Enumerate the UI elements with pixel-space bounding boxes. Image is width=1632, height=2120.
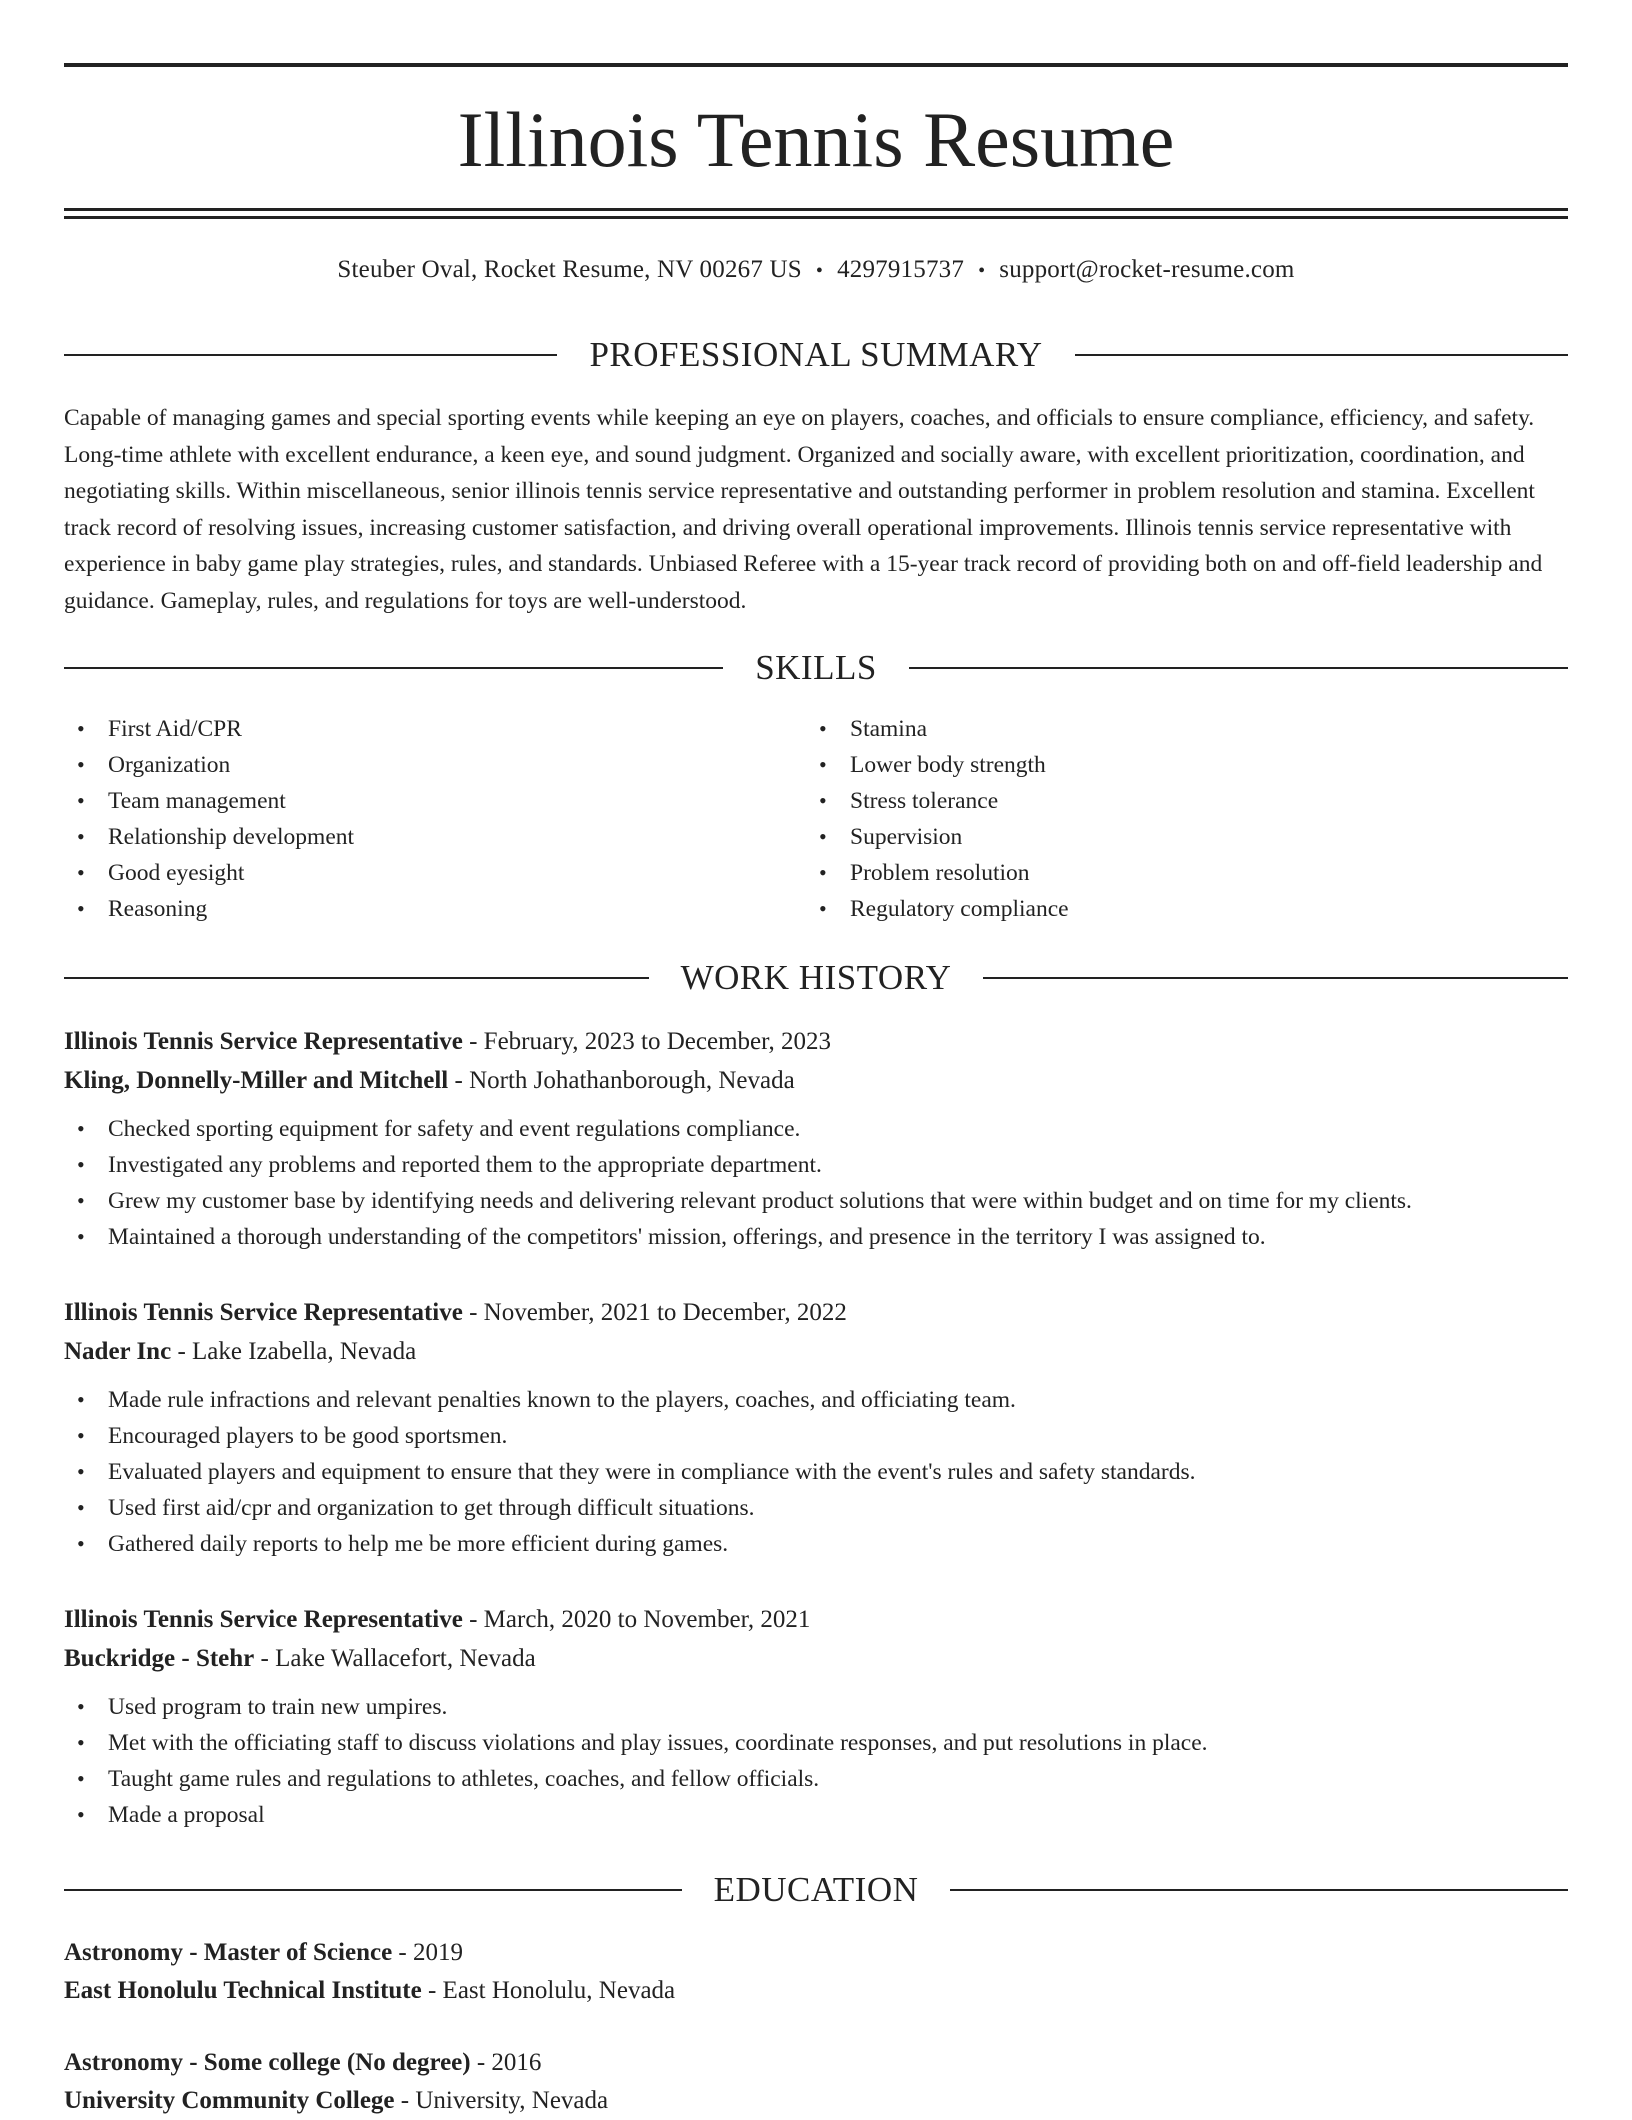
skill-item: • Stamina: [806, 711, 1546, 747]
job-title-line: [64, 1293, 1568, 1332]
job-bullets: [64, 1382, 1568, 1562]
section-title: WORK HISTORY: [680, 958, 952, 997]
heading-rule: [909, 667, 1568, 669]
contact-separator: •: [978, 260, 986, 282]
skill-item: • First Aid/CPR: [64, 711, 804, 747]
job-title-line: [64, 1600, 1568, 1639]
skill-item: • Problem resolution: [806, 855, 1546, 891]
job-location: - Lake Izabella, Nevada: [171, 1338, 417, 1365]
job-company: Buckridge - Stehr: [64, 1645, 255, 1672]
contact-line: [64, 253, 1568, 288]
job-bullet: • Met with the officiating staff to discuss violations and play issues, coordinate responses, and put resolutions in place.: [64, 1725, 1568, 1761]
contact-separator: •: [815, 260, 824, 282]
job-bullets: [64, 1689, 1568, 1833]
job-entry: [64, 1293, 1568, 1562]
edu-location: - East Honolulu, Nevada: [421, 1977, 676, 2004]
job-title: Illinois Tennis Service Representative: [64, 1606, 463, 1633]
job-bullet: • Made a proposal: [64, 1797, 1568, 1833]
contact-address: Steuber Oval, Rocket Resume, NV 00267 US: [337, 256, 802, 283]
job-bullet: • Made rule infractions and relevant penalties known to the players, coaches, and officiating team.: [64, 1382, 1568, 1418]
skill-item: • Organization: [64, 747, 804, 783]
heading-rule: [983, 977, 1568, 979]
job-location: - Lake Wallacefort, Nevada: [254, 1645, 536, 1672]
edu-school: East Honolulu Technical Institute: [64, 1977, 422, 2004]
job-location: - North Johathanborough, Nevada: [448, 1067, 795, 1094]
job-bullet: • Used program to train new umpires.: [64, 1689, 1568, 1725]
section-heading-summary: [64, 333, 1568, 377]
edu-degree: Astronomy - Some college (No degree): [64, 2049, 471, 2076]
job-title-line: [64, 1022, 1568, 1061]
job-company-line: [64, 1332, 1568, 1371]
edu-year: - 2016: [470, 2049, 542, 2076]
job-bullet: • Checked sporting equipment for safety and event regulations compliance.: [64, 1111, 1568, 1147]
section-title: SKILLS: [755, 648, 877, 687]
job-title: Illinois Tennis Service Representative: [64, 1028, 463, 1055]
job-dates: - February, 2023 to December, 2023: [462, 1028, 831, 1055]
skill-item: • Team management: [64, 783, 804, 819]
skill-item: • Relationship development: [64, 819, 804, 855]
job-bullet: • Used first aid/cpr and organization to get through difficult situations.: [64, 1490, 1568, 1526]
edu-school-line: [64, 1972, 1568, 2010]
heading-rule: [1075, 354, 1568, 356]
edu-year: - 2019: [392, 1939, 463, 1966]
skills-list-right: [806, 711, 1546, 927]
job-bullet: • Maintained a thorough understanding of the competitors' mission, offerings, and presence in the territory I was assigned to.: [64, 1219, 1568, 1255]
job-dates: - November, 2021 to December, 2022: [462, 1299, 847, 1326]
heading-rule: [64, 1889, 682, 1891]
contact-email: support@rocket-resume.com: [999, 256, 1295, 283]
skill-item: • Stress tolerance: [806, 783, 1546, 819]
job-company: Kling, Donnelly-Miller and Mitchell: [64, 1067, 449, 1094]
resume-name: Illinois Tennis Resume: [457, 96, 1175, 183]
contact-phone: 4297915737: [837, 256, 965, 283]
skill-item: • Lower body strength: [806, 747, 1546, 783]
skills-list-left: [64, 711, 804, 927]
heading-rule: [64, 667, 723, 669]
job-entry: [64, 1600, 1568, 1833]
job-company: Nader Inc: [64, 1338, 172, 1365]
edu-degree: Astronomy - Master of Science: [64, 1939, 393, 1966]
section-heading-skills: [64, 646, 1568, 690]
job-dates: - March, 2020 to November, 2021: [462, 1606, 811, 1633]
job-entry: [64, 1022, 1568, 1255]
job-bullet: • Grew my customer base by identifying needs and delivering relevant product solutions that were within budget and on time for my clients.: [64, 1183, 1568, 1219]
edu-degree-line: [64, 2044, 1568, 2082]
education-entry: [64, 1934, 1568, 2010]
job-company-line: [64, 1639, 1568, 1678]
job-bullet: • Encouraged players to be good sportsmen.: [64, 1418, 1568, 1454]
heading-rule: [950, 1889, 1568, 1891]
edu-degree-line: [64, 1934, 1568, 1972]
top-rule: [64, 63, 1568, 67]
skill-item: • Good eyesight: [64, 855, 804, 891]
summary-text: Capable of managing games and special sporting events while keeping an eye on players, coaches, and officials to ensure compliance, efficiency, and safety. Long-time athlete with excellent endurance, a keen eye, and sound judgment. Organized and socially aware, with excellent prioritization, coordination, and negotiating skills. Within miscellaneous, senior illinois tennis service representative and outstanding performer in problem resolution and stamina. Excellent track record of resolving issues, increasing customer satisfaction, and driving overall operational improvements. Illinois tennis service representative with experience in baby game play strategies, rules, and standards. Unbiased Referee with a 15-year track record of providing both on and off-field leadership and guidance. Gameplay, rules, and regulations for toys are well-understood.: [64, 405, 1543, 614]
section-heading-work: [64, 956, 1568, 1000]
heading-rule: [64, 977, 649, 979]
section-heading-education: [64, 1868, 1568, 1912]
skill-item: • Reasoning: [64, 891, 804, 927]
job-bullet: • Evaluated players and equipment to ensure that they were in compliance with the event's rules and safety standards.: [64, 1454, 1568, 1490]
job-bullet: • Investigated any problems and reported them to the appropriate department.: [64, 1147, 1568, 1183]
education-entry: [64, 2044, 1568, 2120]
section-title: PROFESSIONAL SUMMARY: [589, 335, 1043, 374]
job-bullets: [64, 1111, 1568, 1255]
edu-school: University Community College: [64, 2087, 395, 2114]
double-rule: [64, 208, 1568, 219]
edu-school-line: [64, 2082, 1568, 2120]
job-bullet: • Gathered daily reports to help me be more efficient during games.: [64, 1526, 1568, 1562]
skill-item: • Supervision: [806, 819, 1546, 855]
edu-location: - University, Nevada: [394, 2087, 609, 2114]
job-company-line: [64, 1061, 1568, 1100]
skill-item: • Regulatory compliance: [806, 891, 1546, 927]
job-title: Illinois Tennis Service Representative: [64, 1299, 463, 1326]
heading-rule: [64, 354, 557, 356]
section-title: EDUCATION: [713, 1870, 919, 1909]
job-bullet: • Taught game rules and regulations to athletes, coaches, and fellow officials.: [64, 1761, 1568, 1797]
